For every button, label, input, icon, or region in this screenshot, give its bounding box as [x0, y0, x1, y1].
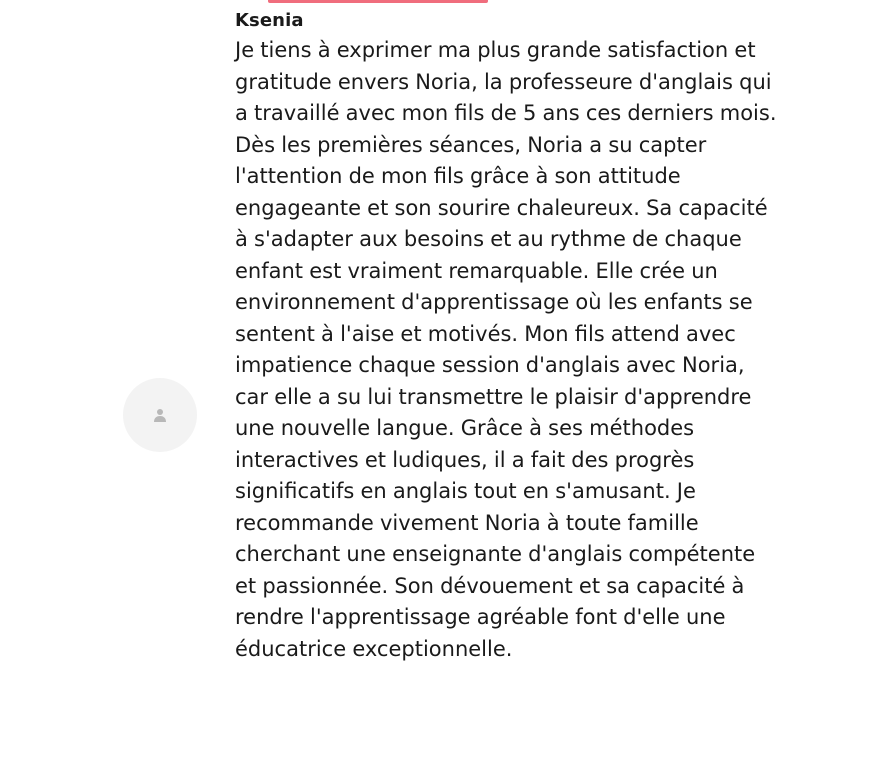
- review-author: Ksenia: [235, 10, 304, 31]
- review-text: Je tiens à exprimer ma plus grande satisfaction et gratitude envers Noria, la professeure d'anglais qui a travaillé avec mon fils de 5 ans ces derniers mois. Dès les premières séances, Noria a su capter l'attention de mon fils grâce à son attitude engageante et son sourire chaleureux. Sa capacité à s'adapter aux besoins et au rythme de chaque enfant est vraiment remarquable. Elle crée un environnement d'apprentissage où les enfants se sentent à l'aise et motivés. Mon fils attend avec impatience chaque session d'anglais avec Noria, car elle a su lui transmettre le plaisir d'apprendre une nouvelle langue. Grâce à ses méthodes interactives et ludiques, il a fait des progrès significatifs en anglais tout en s'amusant. Je recommande vivement Noria à toute famille cherchant une enseignante d'anglais compétente et passionnée. Son dévouement et sa capacité à rendre l'apprentissage agréable font d'elle une éducatrice exceptionnelle.: [235, 38, 777, 661]
- accent-bar: [268, 0, 488, 3]
- avatar: [123, 378, 197, 452]
- review-card: [235, 8, 855, 665]
- user-icon: [152, 407, 168, 423]
